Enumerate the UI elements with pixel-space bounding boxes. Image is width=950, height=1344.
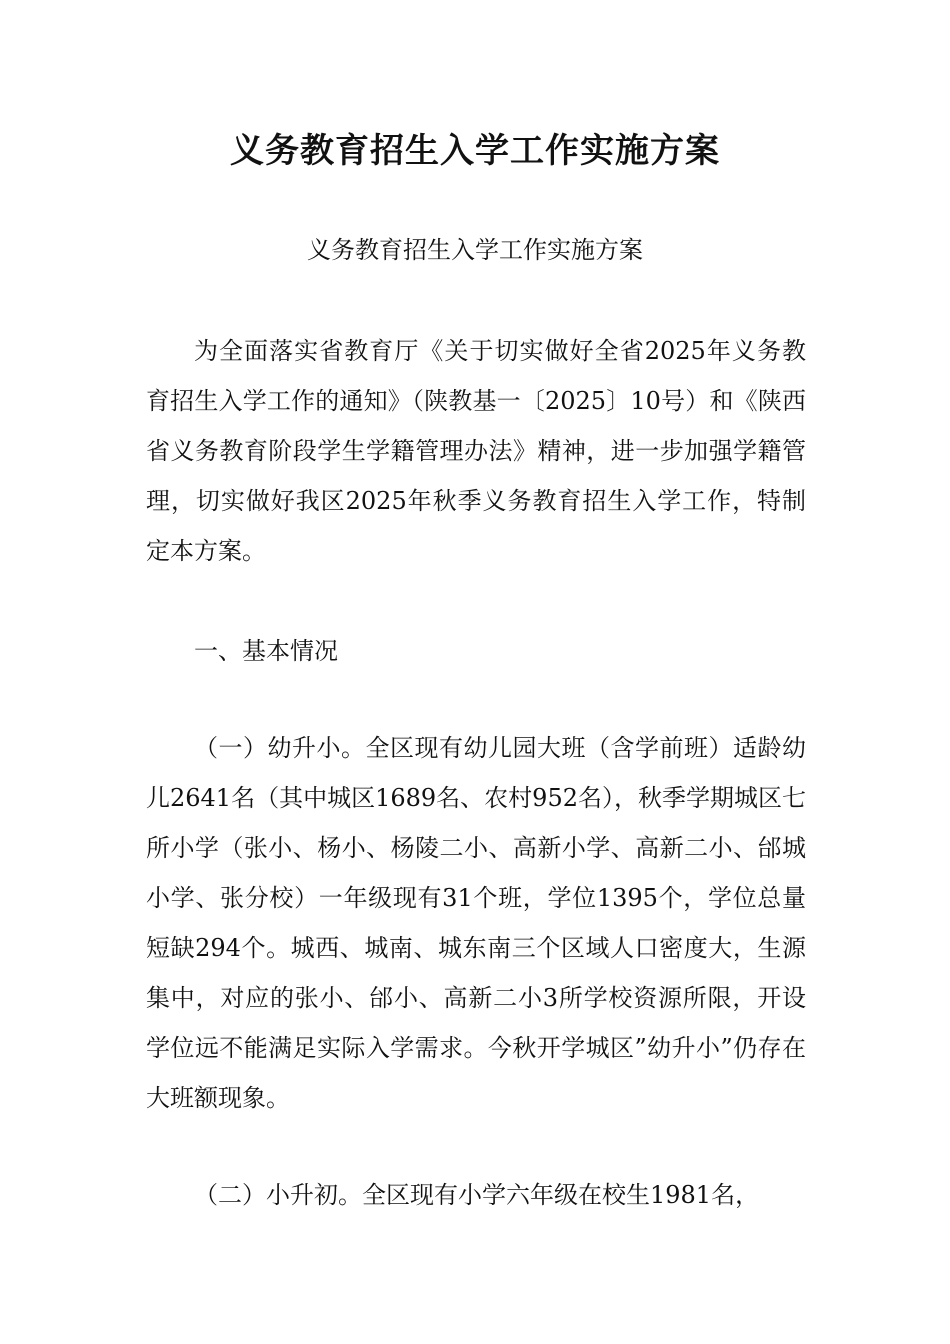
paragraph-intro: 为全面落实省教育厅《关于切实做好全省2025年义务教育招生入学工作的通知》（陕教基一〔2025〕10号）和《陕西省义务教育阶段学生学籍管理办法》精神，进一步加强学籍管理，切实做好我区2025年秋季义务教育招生入学工作，特制定本方案。: [146, 337, 806, 565]
section-heading-basic-situation: 一、基本情况: [194, 637, 338, 665]
document-title: 义务教育招生入学工作实施方案: [230, 131, 720, 171]
document-subtitle: 义务教育招生入学工作实施方案: [307, 236, 643, 264]
paragraph-kindergarten-to-primary: （一）幼升小。全区现有幼儿园大班（含学前班）适龄幼儿2641名（其中城区1689名、农村952名），秋季学期城区七所小学（张小、杨小、杨陵二小、高新小学、高新二小、邰城小学、张分校）一年级现有31个班，学位1395个，学位总量短缺294个。城西、城南、城东南三个区域人口密度大，生源集中，对应的张小、邰小、高新二小3所学校资源所限，开设学位远不能满足实际入学需求。今秋开学城区”幼升小”仍存在大班额现象。: [146, 734, 806, 1112]
paragraph-primary-to-junior: （二）小升初。全区现有小学六年级在校生1981名，: [194, 1181, 760, 1209]
